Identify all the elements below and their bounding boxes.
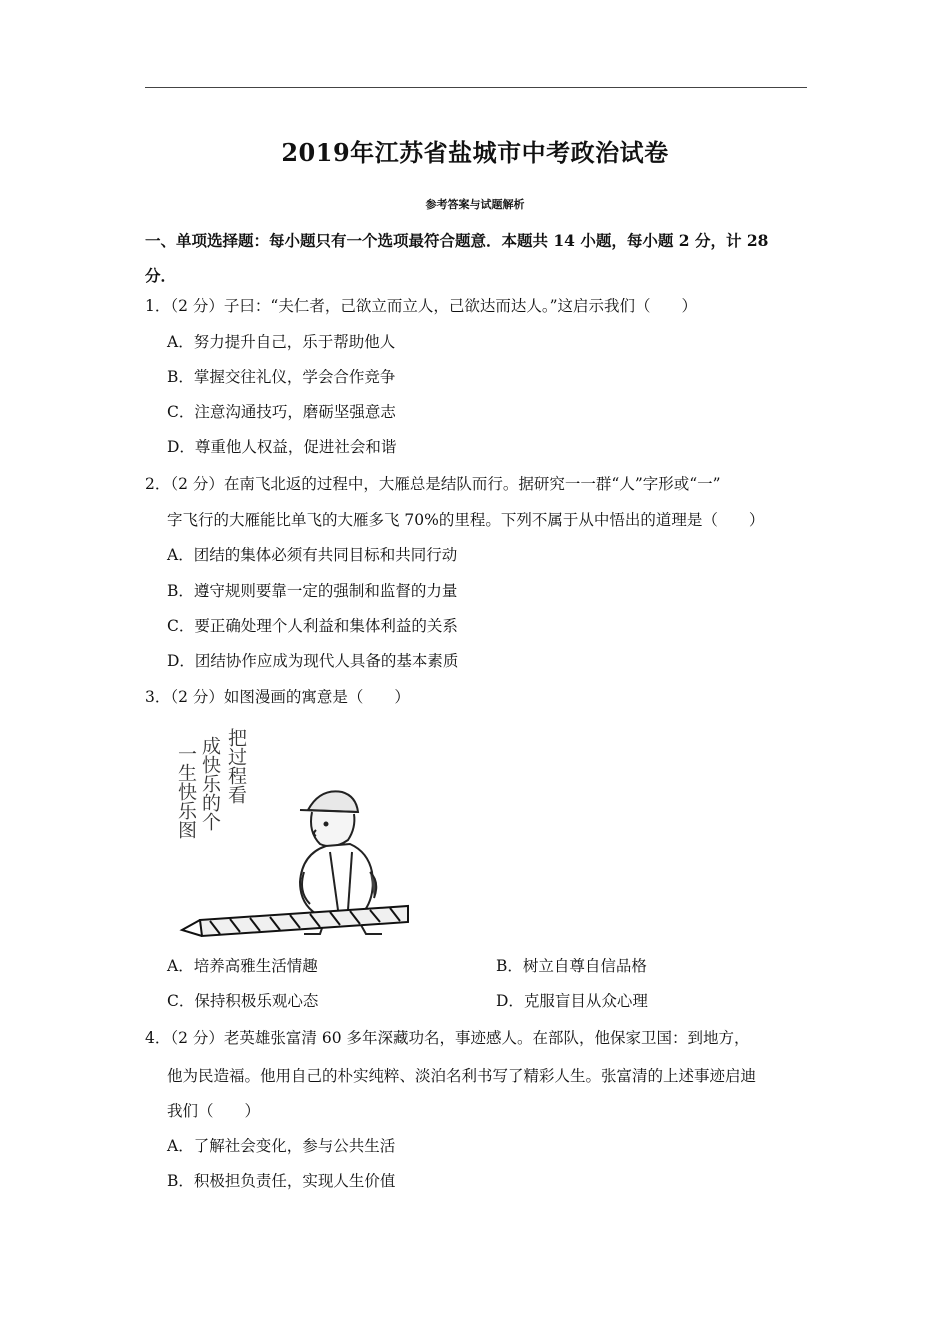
question-1-stem: 1．（2 分）子曰：“夫仁者，己欲立而立人，己欲达而达人。”这启示我们（ ） (145, 297, 698, 315)
question-2-stem-line-1: 2．（2 分）在南飞北返的过程中，大雁总是结队而行。据研究一一群“人”字形或“一” (145, 475, 721, 493)
question-2-option-b[interactable]: B．遵守规则要靠一定的强制和监督的力量 (167, 582, 458, 600)
cartoon-caption-middle: 成快乐的个 (199, 736, 221, 831)
question-4-stem-line-2: 他为民造福。他用自己的朴实纯粹、淡泊名利书写了精彩人生。张富清的上述事迹启迪 (167, 1067, 757, 1085)
section-heading-line-1: 一、单项选择题：每小题只有一个选项最符合题意．本题共 14 小题，每小题 2 分，计 28 (145, 231, 769, 250)
question-1-option-d[interactable]: D．尊重他人权益，促进社会和谐 (167, 438, 397, 456)
question-4-option-b[interactable]: B．积极担负责任，实现人生价值 (167, 1172, 396, 1190)
question-4-option-a[interactable]: A．了解社会变化，参与公共生活 (167, 1137, 396, 1155)
question-4-stem-line-3: 我们（ ） (167, 1102, 261, 1120)
question-2-option-d[interactable]: D．团结协作应成为现代人具备的基本素质 (167, 652, 459, 670)
question-3-option-d[interactable]: D．克服盲目从众心理 (496, 992, 648, 1010)
question-2-stem-line-2: 字飞行的大雁能比单飞的大雁多飞 70%的里程。下列不属于从中悟出的道理是（ ） (167, 511, 765, 529)
cartoon-caption-right: 把过程看 (225, 728, 247, 804)
cartoon-illustration (175, 722, 410, 942)
header-rule (145, 87, 807, 88)
page-subtitle: 参考答案与试题解析 (425, 198, 525, 211)
question-2-option-c[interactable]: C．要正确处理个人利益和集体利益的关系 (167, 617, 458, 635)
question-3-option-a[interactable]: A．培养高雅生活情趣 (167, 957, 318, 975)
page-title: 2019年江苏省盐城市中考政治试卷 (281, 138, 669, 167)
question-3-option-b[interactable]: B．树立自尊自信品格 (496, 957, 647, 975)
cartoon-caption-left: 一生快乐图 (175, 744, 197, 839)
cartoon-arrow-ladder (182, 906, 408, 936)
question-1-option-a[interactable]: A．努力提升自己，乐于帮助他人 (167, 333, 396, 351)
question-1-option-b[interactable]: B．掌握交往礼仪，学会合作竞争 (167, 368, 396, 386)
question-1-option-c[interactable]: C．注意沟通技巧，磨砺坚强意志 (167, 403, 396, 421)
question-3-stem: 3．（2 分）如图漫画的寓意是（ ） (145, 688, 410, 706)
question-3-option-c[interactable]: C．保持积极乐观心态 (167, 992, 319, 1010)
question-4-stem-line-1: 4．（2 分）老英雄张富清 60 多年深藏功名，事迹感人。在部队，他保家卫国：到地方， (145, 1029, 750, 1047)
question-2-option-a[interactable]: A．团结的集体必须有共同目标和共同行动 (167, 546, 458, 564)
section-heading-line-2: 分． (145, 266, 177, 285)
section-heading (145, 223, 810, 293)
